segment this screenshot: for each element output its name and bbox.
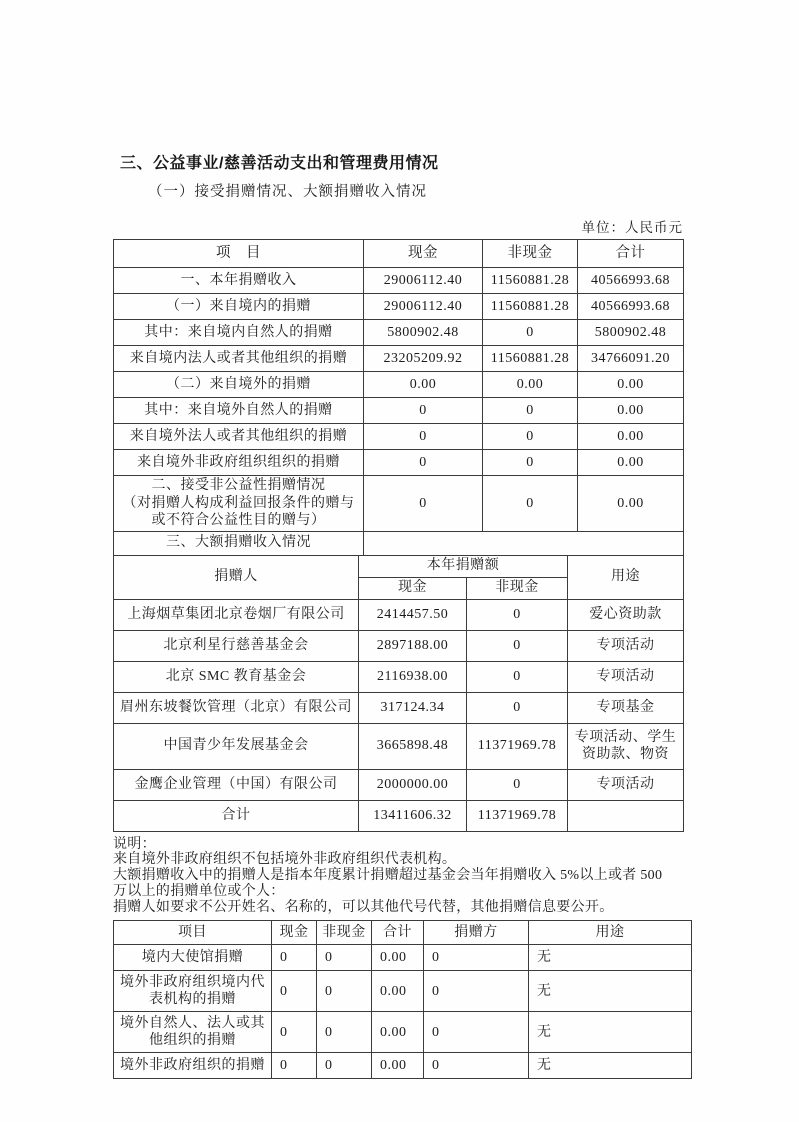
cell-cash: 3665898.48 <box>359 723 467 769</box>
cell-purpose: 专项基金 <box>568 692 684 723</box>
table-row <box>114 1053 692 1079</box>
cell-purpose: 专项活动 <box>568 630 684 661</box>
cell-total: 0.00 <box>578 398 684 424</box>
section-subtitle: （一）接受捐赠情况、大额捐赠收入情况 <box>148 184 427 200</box>
cell-total: 5800902.48 <box>578 320 684 346</box>
cell-noncash: 11560881.28 <box>483 346 578 372</box>
row-item-label: 来自境内法人或者其他组织的捐赠 <box>114 346 364 372</box>
cell-donor-total-label: 合计 <box>114 800 359 831</box>
document-content <box>113 150 691 1079</box>
row-item-label: 境外自然人、法人或其他组织的捐赠 <box>114 1012 272 1053</box>
cell-cash: 13411606.32 <box>359 800 467 831</box>
unit-label: 单位：人民币元 <box>581 220 683 235</box>
cell-donor: 北京利星行慈善基金会 <box>114 630 359 661</box>
cell-donor: 0 <box>424 945 529 971</box>
note-line: 万以上的捐赠单位或个人： <box>113 884 285 900</box>
table-row <box>114 450 684 476</box>
col-header-noncash: 非现金 <box>317 921 372 945</box>
cell-total: 40566993.68 <box>578 294 684 320</box>
cell-total: 0.00 <box>372 1012 424 1053</box>
cell-noncash: 0 <box>317 945 372 971</box>
cell-cash: 23205209.92 <box>364 346 483 372</box>
row-item-line: 二、接受非公益性捐赠情况 <box>151 478 326 493</box>
section-title: 三、公益事业/慈善活动支出和管理费用情况 <box>120 155 439 172</box>
cell-total: 0.00 <box>578 476 684 532</box>
cell-total: 0.00 <box>578 372 684 398</box>
col-header-noncash: 非现金 <box>467 577 568 599</box>
cell-purpose: 专项活动 <box>568 661 684 692</box>
cell-cash: 0 <box>364 398 483 424</box>
cell-noncash: 0 <box>483 476 578 532</box>
col-header-purpose: 用途 <box>529 921 692 945</box>
table-row <box>114 268 684 294</box>
notes-label: 说明： <box>113 836 156 852</box>
cell-noncash: 0.00 <box>483 372 578 398</box>
cell-cash: 0 <box>364 450 483 476</box>
row-item-label: 来自境外非政府组织组织的捐赠 <box>114 450 364 476</box>
cell-cash: 0 <box>272 945 317 971</box>
cell-donor: 金鹰企业管理（中国）有限公司 <box>114 769 359 800</box>
cell-noncash: 11371969.78 <box>467 800 568 831</box>
row-item-label: 其中：来自境内自然人的捐赠 <box>114 320 364 346</box>
cell-cash: 0 <box>272 1053 317 1079</box>
cell-cash: 2116938.00 <box>359 661 467 692</box>
row-item-label: 三、大额捐赠收入情况 <box>114 531 364 555</box>
table-row <box>114 599 684 630</box>
col-header-donor: 捐赠方 <box>424 921 529 945</box>
table-row <box>114 424 684 450</box>
table-row <box>114 320 684 346</box>
table-row total-row <box>114 800 684 831</box>
merged-empty-cell <box>364 531 684 555</box>
table-row <box>114 398 684 424</box>
row-item-label: （一）来自境内的捐赠 <box>114 294 364 320</box>
cell-cash: 29006112.40 <box>364 294 483 320</box>
cell-donor: 0 <box>424 1012 529 1053</box>
cell-total: 0.00 <box>372 971 424 1012</box>
special-donation-table <box>113 920 692 1079</box>
cell-purpose: 无 <box>529 971 692 1012</box>
col-header-total: 合计 <box>372 921 424 945</box>
cell-cash: 29006112.40 <box>364 268 483 294</box>
table-row <box>114 531 684 555</box>
cell-purpose: 无 <box>529 1012 692 1053</box>
cell-donor: 0 <box>424 971 529 1012</box>
cell-noncash: 0 <box>467 630 568 661</box>
row-item-label <box>114 476 364 532</box>
col-header-cash: 现金 <box>364 240 483 268</box>
table-row <box>114 723 684 769</box>
cell-total: 0.00 <box>578 450 684 476</box>
cell-donor: 北京 SMC 教育基金会 <box>114 661 359 692</box>
cell-cash: 0 <box>272 1012 317 1053</box>
cell-cash: 317124.34 <box>359 692 467 723</box>
note-line: 大额捐赠收入中的捐赠人是指本年度累计捐赠超过基金会当年捐赠收入 5%以上或者 500 <box>113 868 663 884</box>
cell-total: 40566993.68 <box>578 268 684 294</box>
cell-purpose: 专项活动 <box>568 769 684 800</box>
col-header-donor: 捐赠人 <box>114 555 359 599</box>
table-row <box>114 945 692 971</box>
notes-block <box>113 837 689 917</box>
cell-purpose: 无 <box>529 945 692 971</box>
col-header-item: 项 目 <box>114 240 364 268</box>
table-row <box>114 692 684 723</box>
row-item-label: 境外非政府组织境内代表机构的捐赠 <box>114 971 272 1012</box>
table-row <box>114 476 684 532</box>
cell-donor: 中国青少年发展基金会 <box>114 723 359 769</box>
cell-noncash: 0 <box>483 424 578 450</box>
cell-purpose: 爱心资助款 <box>568 599 684 630</box>
cell-noncash: 0 <box>467 661 568 692</box>
table-header-row <box>114 240 684 268</box>
cell-noncash: 11560881.28 <box>483 268 578 294</box>
col-header-purpose: 用途 <box>568 555 684 599</box>
note-line: 捐赠人如要求不公开姓名、名称的，可以其他代号代替，其他捐赠信息要公开。 <box>113 900 614 916</box>
table-row <box>114 294 684 320</box>
col-header-cash: 现金 <box>272 921 317 945</box>
col-header-item: 项目 <box>114 921 272 945</box>
row-item-label: 来自境外法人或者其他组织的捐赠 <box>114 424 364 450</box>
cell-total: 0.00 <box>372 945 424 971</box>
cell-noncash: 0 <box>317 971 372 1012</box>
cell-cash: 0 <box>364 424 483 450</box>
row-item-label: 其中：来自境外自然人的捐赠 <box>114 398 364 424</box>
cell-donor: 0 <box>424 1053 529 1079</box>
col-header-noncash: 非现金 <box>483 240 578 268</box>
note-line: 来自境外非政府组织不包括境外非政府组织代表机构。 <box>113 852 457 868</box>
table-row <box>114 769 684 800</box>
cell-total: 0.00 <box>372 1053 424 1079</box>
table-row <box>114 661 684 692</box>
cell-donor: 上海烟草集团北京卷烟厂有限公司 <box>114 599 359 630</box>
cell-noncash: 0 <box>317 1012 372 1053</box>
cell-noncash: 0 <box>467 769 568 800</box>
cell-purpose <box>568 800 684 831</box>
col-header-amount-group: 本年捐赠额 <box>359 555 568 577</box>
cell-noncash: 0 <box>483 450 578 476</box>
cell-total: 34766091.20 <box>578 346 684 372</box>
cell-total: 0.00 <box>578 424 684 450</box>
major-donation-table <box>113 555 684 832</box>
cell-noncash: 11371969.78 <box>467 723 568 769</box>
row-item-line: （对捐赠人构成利益回报条件的赠与 <box>122 495 355 511</box>
cell-cash: 0 <box>272 971 317 1012</box>
cell-noncash: 0 <box>467 599 568 630</box>
cell-noncash: 0 <box>483 320 578 346</box>
table-header-row <box>114 555 684 577</box>
cell-cash: 2000000.00 <box>359 769 467 800</box>
cell-cash: 5800902.48 <box>364 320 483 346</box>
cell-purpose: 专项活动、学生资助款、物资 <box>568 723 684 769</box>
donation-summary-table <box>113 239 684 556</box>
cell-cash: 2414457.50 <box>359 599 467 630</box>
table-row <box>114 372 684 398</box>
row-item-label: （二）来自境外的捐赠 <box>114 372 364 398</box>
cell-donor: 眉州东坡餐饮管理（北京）有限公司 <box>114 692 359 723</box>
cell-noncash: 0 <box>483 398 578 424</box>
cell-purpose: 无 <box>529 1053 692 1079</box>
table-row <box>114 630 684 661</box>
table-row <box>114 971 692 1012</box>
table-row <box>114 1012 692 1053</box>
row-item-line: 或不符合公益性目的赠与） <box>151 513 326 528</box>
table-header-row <box>114 921 692 945</box>
row-item-label: 境外非政府组织的捐赠 <box>114 1053 272 1079</box>
cell-noncash: 0 <box>467 692 568 723</box>
cell-cash: 0.00 <box>364 372 483 398</box>
cell-cash: 0 <box>364 476 483 532</box>
table-row <box>114 346 684 372</box>
row-item-label: 境内大使馆捐赠 <box>114 945 272 971</box>
cell-noncash: 11560881.28 <box>483 294 578 320</box>
col-header-total: 合计 <box>578 240 684 268</box>
cell-noncash: 0 <box>317 1053 372 1079</box>
col-header-cash: 现金 <box>359 577 467 599</box>
row-item-label: 一、本年捐赠收入 <box>114 268 364 294</box>
cell-cash: 2897188.00 <box>359 630 467 661</box>
